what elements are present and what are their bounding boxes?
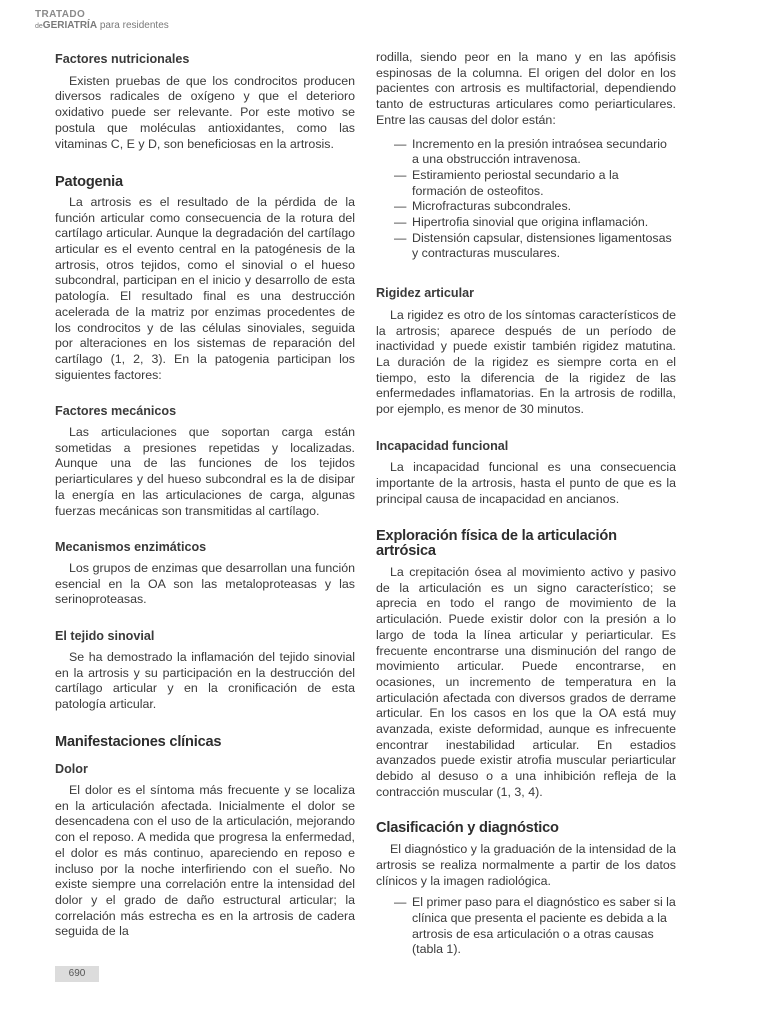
subheading-incapacidad-funcional: Incapacidad funcional [376,438,509,453]
subheading-rigidez-articular: Rigidez articular [376,286,474,301]
subheading-dolor: Dolor [55,762,88,777]
list-diagnostico [376,895,676,958]
subheading-mecanismos-enzimaticos: Mecanismos enzimáticos [55,540,207,555]
list-item: — Microfracturas subcondrales. [376,199,676,215]
left-column [55,50,355,940]
paragraph-dolor: El dolor es el síntoma más frecuente y se localiza en la articulación afectada. Inicialmente el dolor se desencadena con el uso de la articulación, mejorando con el reposo. A medida que progresa la enfermedad, el dolor es más continuo, apareciendo en reposo e incluso por la noche interfiriendo con el sueño. No existe siempre una correlación entre la intensidad del dolor y el grado de daño estructural articular; la correlación más estrecha es en la artrosis de cadera seguida de la [55,783,355,939]
subheading-tejido-sinovial: El tejido sinovial [55,629,155,644]
running-header [35,10,169,31]
section-heading-exploracion: Exploración física de la articulación artrósica [376,527,617,560]
paragraph-sinovial: Se ha demostrado la inflamación del tejido sinovial en la artrosis y su participación en la destrucción del cartílago articular y en la cronificación de esta patología articular. [55,649,355,711]
section-heading-clasificacion: Clasificación y diagnóstico [376,819,559,836]
list-item: — El primer paso para el diagnóstico es saber si la clínica que presenta el paciente es debida a la artrosis de esa articulación o a otras causas (tabla 1). [376,895,676,958]
section-heading-manifestaciones: Manifestaciones clínicas [55,733,222,750]
paragraph-rigidez: La rigidez es otro de los síntomas característicos de la artrosis; aparece después de un período de inactividad y puede existir también rigidez matutina. La duración de la rigidez es siempre corta en el tiempo, esto la diferencia de la rigidez de las enfermedades inflamatorias. En la artrosis de rodilla, por ejemplo, es menor de 30 minutos. [376,307,676,417]
book-subtitle: deGERIATRÍA para residentes [35,20,169,31]
paragraph-exploracion: La crepitación ósea al movimiento activo y pasivo de la articulación es un signo característico; se aprecia en todo el rango de movimiento de la articulación. Puede existir dolor con la presión a lo largo de toda la línea articular y periarticular. Es frecuente encontrarse una disminución del rango de movimiento articular. Puede encontrarse, en ocasiones, un incremento de temperatura en la articulación afectada con diversos grados de derrame articular. En los casos en los que la OA está muy avanzada, existe deformidad, aunque es infrecuente encontrar inestabilidad articular. En estadios avanzados puede existir atrofia muscular periarticular debido al desuso o a una inhibición refleja de la contracción muscular (1, 3, 4). [376,564,676,799]
paragraph-mecanicos: Las articulaciones que soportan carga están sometidas a presiones repetidas y localizadas. Aunque una de las funciones de los tejidos periarticulares y del hueso subcondral es la de disipar la energía en las articulaciones de carga, algunas fuerzas mecánicas son transmitidas al cartílago. [55,425,355,518]
paragraph-nutricionales: Existen pruebas de que los condrocitos producen diversos radicales de oxígeno y que el deterioro oxidativo puede ser relevante. Por este motivo se postula que moléculas antioxidantes, como las vitaminas C, E y D, son beneficiosas en la artrosis. [55,73,355,151]
paragraph-enzimaticos: Los grupos de enzimas que desarrollan una función esencial en la OA son las metaloproteasas y las serinoproteasas. [55,560,355,607]
list-causas-dolor [376,137,676,263]
subheading-factores-nutricionales: Factores nutricionales [55,52,190,66]
list-item: — Distensión capsular, distensiones ligamentosas y contracturas musculares. [376,231,676,262]
book-title: TRATADO [35,9,86,20]
paragraph-incapacidad: La incapacidad funcional es una consecuencia importante de la artrosis, hasta el punto de que es la principal causa de incapacidad en ancianos. [376,460,676,506]
list-item: — Hipertrofia sinovial que origina inflamación. [376,215,676,231]
paragraph-dolor-continuation: rodilla, siendo peor en la mano y en las apófisis espinosas de la columna. El origen del dolor en los pacientes con artrosis es multifactorial, dependiendo tanto de estructuras articulares como periarticulares. Entre las causas del dolor están: [376,50,676,127]
paragraph-clasificacion: El diagnóstico y la graduación de la intensidad de la artrosis se realiza normalmente a partir de los datos clínicos y la imagen radiológica. [376,842,676,888]
page-number: 690 [55,966,99,982]
paragraph-patogenia: La artrosis es el resultado de la pérdida de la función articular como consecuencia de la rotura del cartílago articular. Aunque la degradación del cartílago articular es el evento central en la patogénesis de la artrosis, otros tejidos, como el sinovial o el hueso subcondral, participan en el inicio y desarrollo de esta patología. El resultado final es una destrucción acelerada de la matriz por enzimas procedentes de los condrocitos y de las células sinoviales, seguida por alteraciones en los sistemas de reparación del cartílago (1, 2, 3). En la patogenia participan los siguientes factores: [55,194,355,382]
subheading-factores-mecanicos: Factores mecánicos [55,404,177,419]
right-column [376,50,676,958]
list-item: — Estiramiento periostal secundario a la formación de osteofitos. [376,168,676,199]
list-item: — Incremento en la presión intraósea secundario a una obstrucción intravenosa. [376,137,676,168]
section-heading-patogenia: Patogenia [55,174,123,191]
